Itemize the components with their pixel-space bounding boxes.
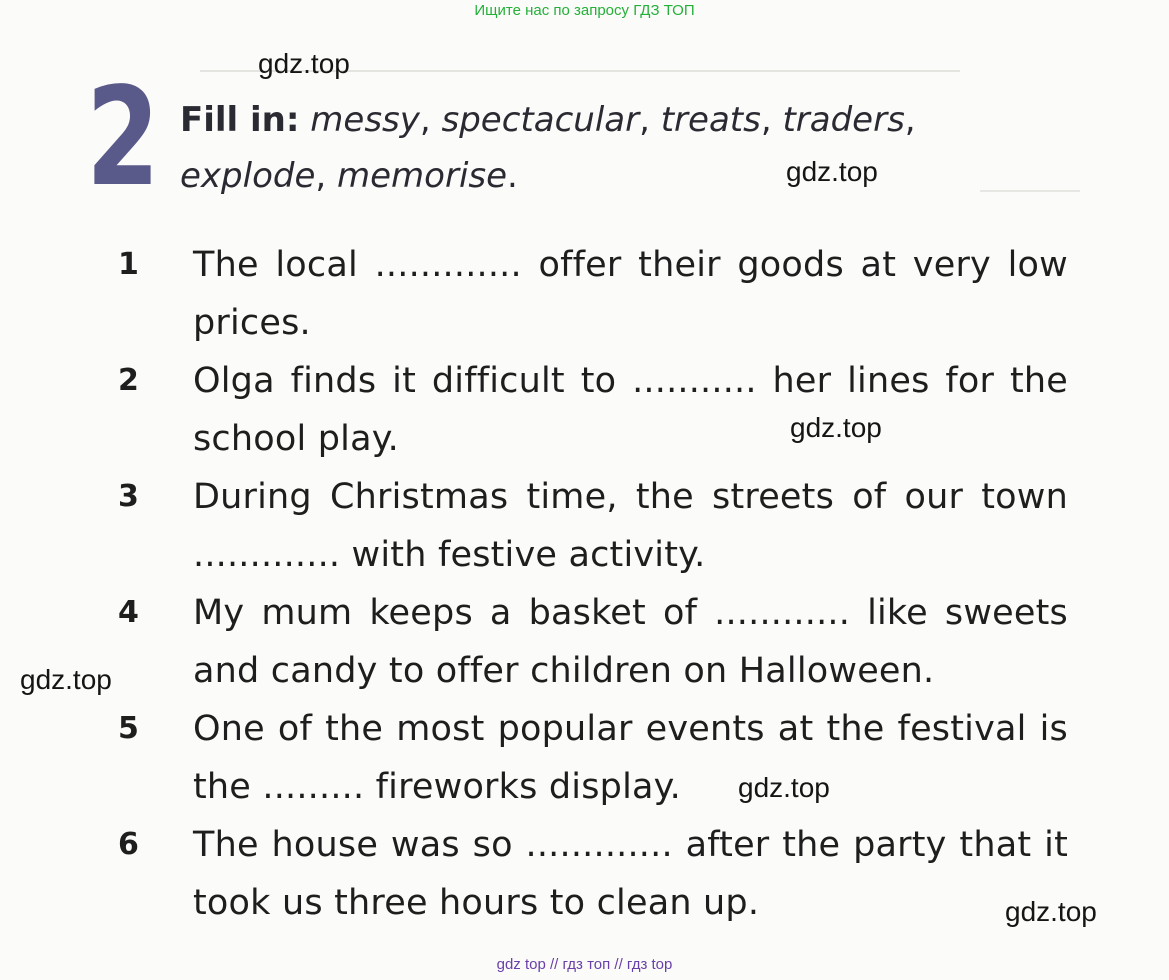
exercise-list — [118, 236, 1068, 932]
item-number: 5 — [118, 711, 139, 746]
item-number: 3 — [118, 479, 139, 514]
exercise-item — [118, 236, 1068, 352]
search-banner: Ищите нас по запросу ГДЗ ТОП — [474, 2, 695, 19]
item-number: 6 — [118, 827, 139, 862]
bleed-through-decoration — [980, 190, 1080, 192]
word-option: memorise — [337, 156, 508, 196]
word-option: traders — [782, 100, 905, 140]
task-instruction: Fill in: messy, spectacular, treats, traders, explode, memorise. — [180, 100, 916, 196]
item-sentence: One of the most popular events at the festival is the ......... fireworks display. — [193, 709, 1068, 807]
word-option: treats — [660, 100, 761, 140]
word-option: messy — [310, 100, 420, 140]
exercise-item — [118, 468, 1068, 584]
task-number: 2 — [86, 59, 160, 217]
watermark: gdz.top — [20, 664, 112, 695]
item-sentence: The house was so ............. after the party that it took us three hours to clean up. — [193, 825, 1068, 923]
watermark: gdz.top — [786, 156, 878, 187]
footer-banner: gdz top // гдз топ // гдз top — [496, 956, 673, 973]
item-sentence: My mum keeps a basket of ............ like sweets and candy to offer children on Halloween. — [193, 593, 1068, 691]
item-number: 1 — [118, 247, 139, 282]
instruction-label: Fill in: — [180, 100, 300, 140]
word-option: explode — [180, 156, 316, 196]
item-number: 2 — [118, 363, 139, 398]
exercise-item — [118, 352, 1068, 468]
watermark: gdz.top — [258, 48, 350, 79]
exercise-item — [118, 816, 1068, 932]
watermark: gdz.top — [790, 412, 882, 443]
watermark: gdz.top — [738, 772, 830, 803]
item-sentence: During Christmas time, the streets of our town ............. with festive activity. — [193, 477, 1068, 575]
item-sentence: The local ............. offer their goods at very low prices. — [193, 245, 1068, 343]
watermark: gdz.top — [1005, 896, 1097, 927]
exercise-item — [118, 584, 1068, 700]
word-option: spectacular — [441, 100, 640, 140]
exercise-item — [118, 700, 1068, 816]
item-sentence: Olga finds it difficult to ........... her lines for the school play. — [193, 361, 1068, 459]
item-number: 4 — [118, 595, 139, 630]
